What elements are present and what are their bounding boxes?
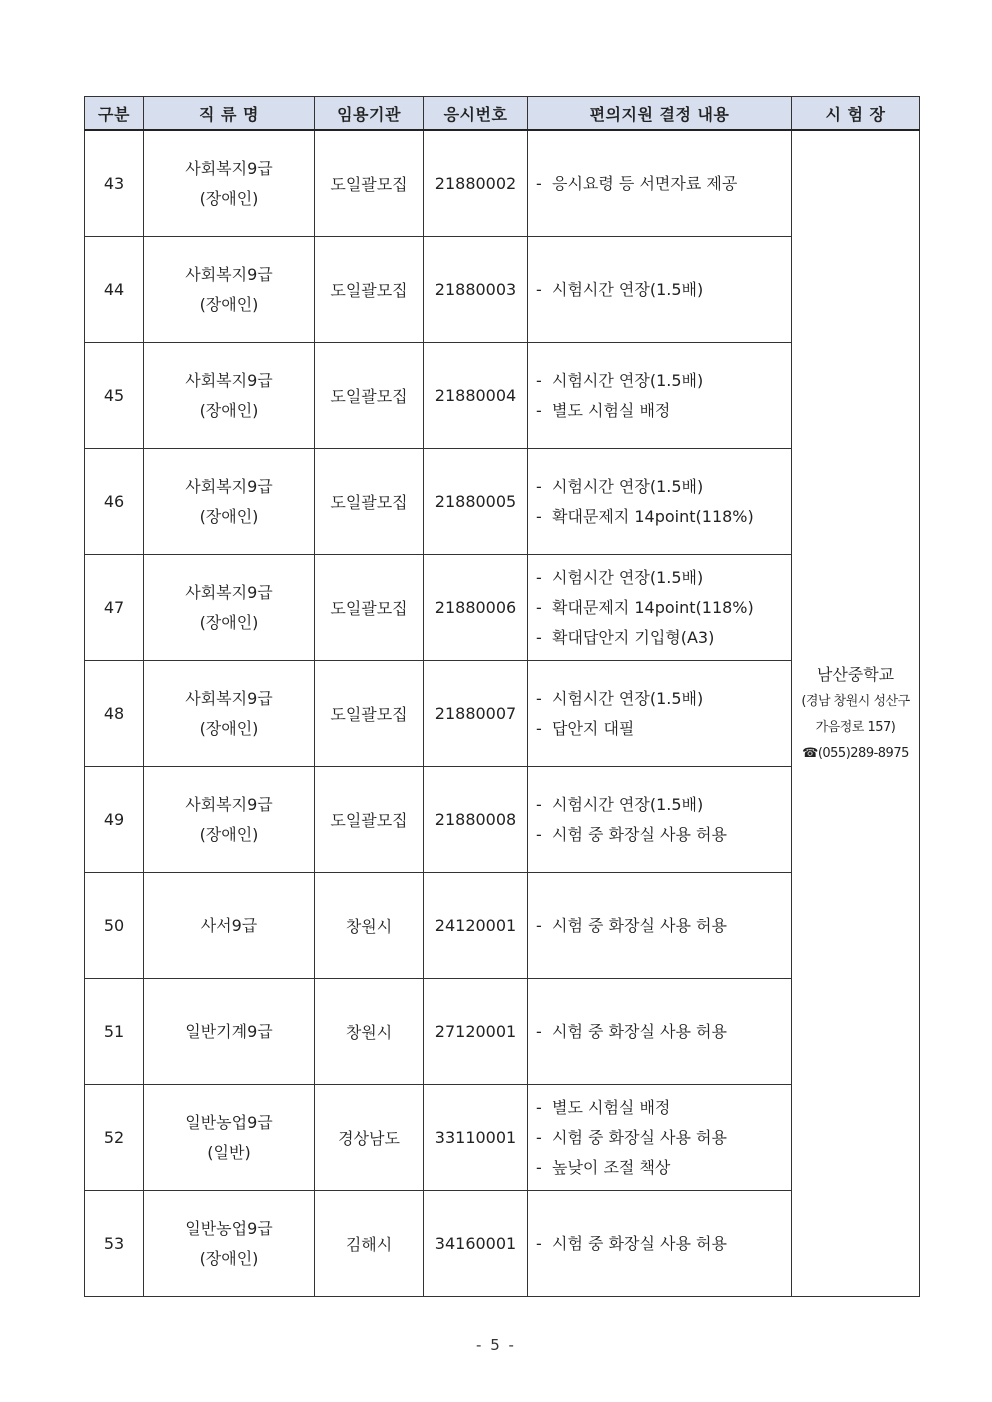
job-line: (장애인) bbox=[199, 506, 259, 526]
bullet-dash: - bbox=[536, 279, 542, 299]
job-line: (장애인) bbox=[199, 1248, 259, 1268]
row-agency: 창원시 bbox=[315, 873, 424, 979]
venue-address-line2: 가음정로 157) bbox=[815, 719, 896, 735]
row-support bbox=[528, 555, 792, 661]
support-item bbox=[536, 790, 791, 820]
venue-phone: ☎(055)289-8975 bbox=[802, 745, 909, 761]
support-text: 응시요령 등 서면자료 제공 bbox=[552, 173, 738, 193]
support-item bbox=[536, 1093, 791, 1123]
support-item bbox=[536, 1229, 791, 1259]
job-line: 사회복지9급 bbox=[185, 582, 273, 602]
row-agency: 도일괄모집 bbox=[315, 555, 424, 661]
bullet-dash: - bbox=[536, 915, 542, 935]
table-row bbox=[85, 130, 920, 237]
row-exam-no: 24120001 bbox=[424, 873, 528, 979]
bullet-dash: - bbox=[536, 1157, 542, 1177]
row-no: 51 bbox=[85, 979, 144, 1085]
job-line: 일반농업9급 bbox=[185, 1218, 273, 1238]
support-item bbox=[536, 714, 791, 744]
support-text: 별도 시험실 배정 bbox=[552, 1097, 671, 1117]
support-text: 답안지 대필 bbox=[552, 718, 635, 738]
job-line: 사서9급 bbox=[200, 915, 258, 935]
row-exam-no: 21880008 bbox=[424, 767, 528, 873]
header-agency: 임용기관 bbox=[315, 97, 424, 131]
bullet-dash: - bbox=[536, 1021, 542, 1041]
bullet-dash: - bbox=[536, 506, 542, 526]
job-line: (장애인) bbox=[199, 294, 259, 314]
row-exam-no: 21880006 bbox=[424, 555, 528, 661]
row-agency: 도일괄모집 bbox=[315, 661, 424, 767]
job-line: 사회복지9급 bbox=[185, 370, 273, 390]
row-exam-no: 33110001 bbox=[424, 1085, 528, 1191]
row-job bbox=[144, 1085, 315, 1191]
venue-cell bbox=[792, 130, 920, 1297]
row-job bbox=[144, 449, 315, 555]
row-support bbox=[528, 449, 792, 555]
job-line: (장애인) bbox=[199, 188, 259, 208]
row-agency: 경상남도 bbox=[315, 1085, 424, 1191]
row-agency: 도일괄모집 bbox=[315, 343, 424, 449]
row-job bbox=[144, 661, 315, 767]
row-no: 44 bbox=[85, 237, 144, 343]
job-line: 사회복지9급 bbox=[185, 264, 273, 284]
support-item bbox=[536, 502, 791, 532]
row-job bbox=[144, 555, 315, 661]
bullet-dash: - bbox=[536, 476, 542, 496]
job-line: 일반농업9급 bbox=[185, 1112, 273, 1132]
support-text: 시험 중 화장실 사용 허용 bbox=[552, 824, 727, 844]
bullet-dash: - bbox=[536, 1233, 542, 1253]
support-item bbox=[536, 1123, 791, 1153]
bullet-dash: - bbox=[536, 597, 542, 617]
support-item bbox=[536, 684, 791, 714]
header-venue: 시 험 장 bbox=[792, 97, 920, 131]
table-header-row bbox=[85, 97, 920, 131]
row-support bbox=[528, 237, 792, 343]
row-support bbox=[528, 661, 792, 767]
header-no: 구분 bbox=[85, 97, 144, 131]
row-no: 45 bbox=[85, 343, 144, 449]
row-job bbox=[144, 130, 315, 237]
page-number: - 5 - bbox=[476, 1336, 516, 1354]
row-agency: 도일괄모집 bbox=[315, 130, 424, 237]
job-line: (장애인) bbox=[199, 400, 259, 420]
row-no: 50 bbox=[85, 873, 144, 979]
header-support: 편의지원 결정 내용 bbox=[528, 97, 792, 131]
bullet-dash: - bbox=[536, 794, 542, 814]
row-job bbox=[144, 237, 315, 343]
support-item bbox=[536, 169, 791, 199]
support-text: 별도 시험실 배정 bbox=[552, 400, 671, 420]
job-line: (장애인) bbox=[199, 718, 259, 738]
row-no: 49 bbox=[85, 767, 144, 873]
support-text: 시험시간 연장(1.5배) bbox=[552, 476, 704, 496]
bullet-dash: - bbox=[536, 688, 542, 708]
bullet-dash: - bbox=[536, 824, 542, 844]
row-job bbox=[144, 343, 315, 449]
row-support bbox=[528, 873, 792, 979]
row-support bbox=[528, 979, 792, 1085]
bullet-dash: - bbox=[536, 173, 542, 193]
row-agency: 창원시 bbox=[315, 979, 424, 1085]
row-support bbox=[528, 130, 792, 237]
row-job bbox=[144, 979, 315, 1085]
row-exam-no: 34160001 bbox=[424, 1191, 528, 1297]
bullet-dash: - bbox=[536, 1127, 542, 1147]
row-job bbox=[144, 767, 315, 873]
row-no: 47 bbox=[85, 555, 144, 661]
support-text: 높낮이 조절 책상 bbox=[552, 1157, 671, 1177]
row-agency: 도일괄모집 bbox=[315, 767, 424, 873]
row-exam-no: 21880003 bbox=[424, 237, 528, 343]
venue-address-line1: (경남 창원시 성산구 bbox=[801, 693, 910, 709]
row-exam-no: 21880005 bbox=[424, 449, 528, 555]
venue-name: 남산중학교 bbox=[816, 664, 895, 684]
support-item bbox=[536, 820, 791, 850]
bullet-dash: - bbox=[536, 370, 542, 390]
row-support bbox=[528, 1085, 792, 1191]
row-job bbox=[144, 873, 315, 979]
job-line: 일반기계9급 bbox=[185, 1021, 273, 1041]
row-agency: 김해시 bbox=[315, 1191, 424, 1297]
support-text: 시험 중 화장실 사용 허용 bbox=[552, 1233, 727, 1253]
bullet-dash: - bbox=[536, 1097, 542, 1117]
support-item bbox=[536, 593, 791, 623]
support-text: 시험시간 연장(1.5배) bbox=[552, 279, 704, 299]
support-text: 시험 중 화장실 사용 허용 bbox=[552, 1021, 727, 1041]
support-text: 시험 중 화장실 사용 허용 bbox=[552, 915, 727, 935]
bullet-dash: - bbox=[536, 627, 542, 647]
row-job bbox=[144, 1191, 315, 1297]
support-item bbox=[536, 563, 791, 593]
support-item bbox=[536, 472, 791, 502]
support-text: 확대문제지 14point(118%) bbox=[552, 506, 754, 526]
row-exam-no: 21880007 bbox=[424, 661, 528, 767]
job-line: (장애인) bbox=[199, 824, 259, 844]
support-item bbox=[536, 623, 791, 653]
row-agency: 도일괄모집 bbox=[315, 237, 424, 343]
row-support bbox=[528, 767, 792, 873]
support-text: 시험시간 연장(1.5배) bbox=[552, 794, 704, 814]
support-item bbox=[536, 911, 791, 941]
row-exam-no: 27120001 bbox=[424, 979, 528, 1085]
job-line: 사회복지9급 bbox=[185, 158, 273, 178]
support-item bbox=[536, 366, 791, 396]
support-text: 시험시간 연장(1.5배) bbox=[552, 688, 704, 708]
row-exam-no: 21880002 bbox=[424, 130, 528, 237]
exam-support-table bbox=[84, 96, 920, 1297]
row-no: 53 bbox=[85, 1191, 144, 1297]
support-item bbox=[536, 275, 791, 305]
support-text: 시험 중 화장실 사용 허용 bbox=[552, 1127, 727, 1147]
row-exam-no: 21880004 bbox=[424, 343, 528, 449]
bullet-dash: - bbox=[536, 567, 542, 587]
header-job: 직 류 명 bbox=[144, 97, 315, 131]
job-line: 사회복지9급 bbox=[185, 476, 273, 496]
support-text: 시험시간 연장(1.5배) bbox=[552, 370, 704, 390]
support-text: 시험시간 연장(1.5배) bbox=[552, 567, 704, 587]
job-line: (장애인) bbox=[199, 612, 259, 632]
support-item bbox=[536, 396, 791, 426]
row-no: 52 bbox=[85, 1085, 144, 1191]
job-line: 사회복지9급 bbox=[185, 794, 273, 814]
row-no: 46 bbox=[85, 449, 144, 555]
support-text: 확대답안지 기입형(A3) bbox=[552, 627, 715, 647]
support-item bbox=[536, 1153, 791, 1183]
job-line: 사회복지9급 bbox=[185, 688, 273, 708]
bullet-dash: - bbox=[536, 400, 542, 420]
support-text: 확대문제지 14point(118%) bbox=[552, 597, 754, 617]
row-support bbox=[528, 1191, 792, 1297]
job-line: (일반) bbox=[207, 1142, 251, 1162]
row-no: 43 bbox=[85, 130, 144, 237]
support-item bbox=[536, 1017, 791, 1047]
bullet-dash: - bbox=[536, 718, 542, 738]
row-support bbox=[528, 343, 792, 449]
row-agency: 도일괄모집 bbox=[315, 449, 424, 555]
header-exam-no: 응시번호 bbox=[424, 97, 528, 131]
row-no: 48 bbox=[85, 661, 144, 767]
